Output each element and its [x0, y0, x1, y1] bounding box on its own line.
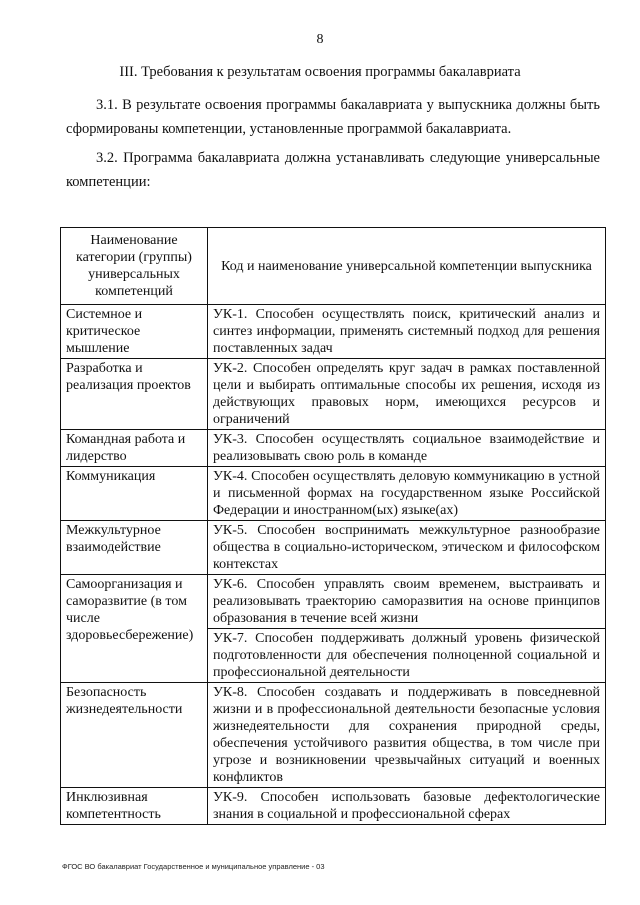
competence-cell: УК-3. Способен осуществлять социальное взаимодействие и реализовывать свою роль в команде — [208, 430, 606, 467]
table-row — [61, 305, 606, 359]
paragraph-3-1-text: 3.1. В результате освоения программы бакалавриата у выпускника должны быть сформированы компетенции, установленные программой бакалавриата. — [66, 97, 600, 137]
category-cell: Командная работа и лидерство — [61, 430, 208, 467]
category-cell: Безопасность жизнедеятельности — [61, 683, 208, 788]
competence-cell: УК-6. Способен управлять своим временем, выстраивать и реализовывать траекторию саморазвития на основе принципов образования в течение всей жизни — [208, 575, 606, 629]
table-row — [61, 359, 606, 430]
header-category: Наименование категории (группы) универсальных компетенций — [61, 228, 208, 305]
page-number: 8 — [316, 32, 324, 47]
category-cell: Системное и критическое мышление — [61, 305, 208, 359]
table-row — [61, 683, 606, 788]
competence-cell: УК-1. Способен осуществлять поиск, критический анализ и синтез информации, применять системный подход для решения поставленных задач — [208, 305, 606, 359]
page-footer: ФГОС ВО бакалавриат Государственное и муниципальное управление - 03 — [62, 862, 325, 871]
table-row — [61, 521, 606, 575]
header-code: Код и наименование универсальной компетенции выпускника — [208, 228, 606, 305]
competence-cell: УК-2. Способен определять круг задач в рамках поставленной цели и выбирать оптимальные способы их решения, исходя из действующих правовых норм, имеющихся ресурсов и ограничений — [208, 359, 606, 430]
table-row — [61, 788, 606, 825]
category-cell: Инклюзивная компетентность — [61, 788, 208, 825]
table-row — [61, 575, 606, 629]
competence-cell: УК-7. Способен поддерживать должный уровень физической подготовленности для обеспечения полноценной социальной и профессиональной деятельности — [208, 629, 606, 683]
competence-cell: УК-4. Способен осуществлять деловую коммуникацию в устной и письменной формах на государственном языке Российской Федерации и иностранном(ых) языке(ах) — [208, 467, 606, 521]
competencies-table — [60, 227, 606, 825]
table-row — [61, 430, 606, 467]
table-row — [61, 467, 606, 521]
category-cell: Самоорганизация и саморазвитие (в том числе здоровьесбережение) — [61, 575, 208, 683]
competence-cell: УК-9. Способен использовать базовые дефектологические знания в социальной и профессиональной сферах — [208, 788, 606, 825]
table-header-row — [61, 228, 606, 305]
category-cell: Коммуникация — [61, 467, 208, 521]
category-cell: Межкультурное взаимодействие — [61, 521, 208, 575]
competence-cell: УК-8. Способен создавать и поддерживать в повседневной жизни и в профессиональной деятельности безопасные условия жизнедеятельности для сохранения природной среды, обеспечения устойчивого развития общества, в том числе при угрозе и возникновении чрезвычайных ситуаций и военных конфликтов — [208, 683, 606, 788]
paragraph-3-2-text: 3.2. Программа бакалавриата должна устанавливать следующие универсальные компетенции: — [66, 150, 600, 190]
category-cell: Разработка и реализация проектов — [61, 359, 208, 430]
section-title: III. Требования к результатам освоения программы бакалавриата — [119, 64, 521, 80]
paragraph-3-1 — [66, 93, 600, 141]
paragraph-3-2 — [66, 146, 600, 194]
competence-cell: УК-5. Способен воспринимать межкультурное разнообразие общества в социально-историческом, этическом и философском контекстах — [208, 521, 606, 575]
